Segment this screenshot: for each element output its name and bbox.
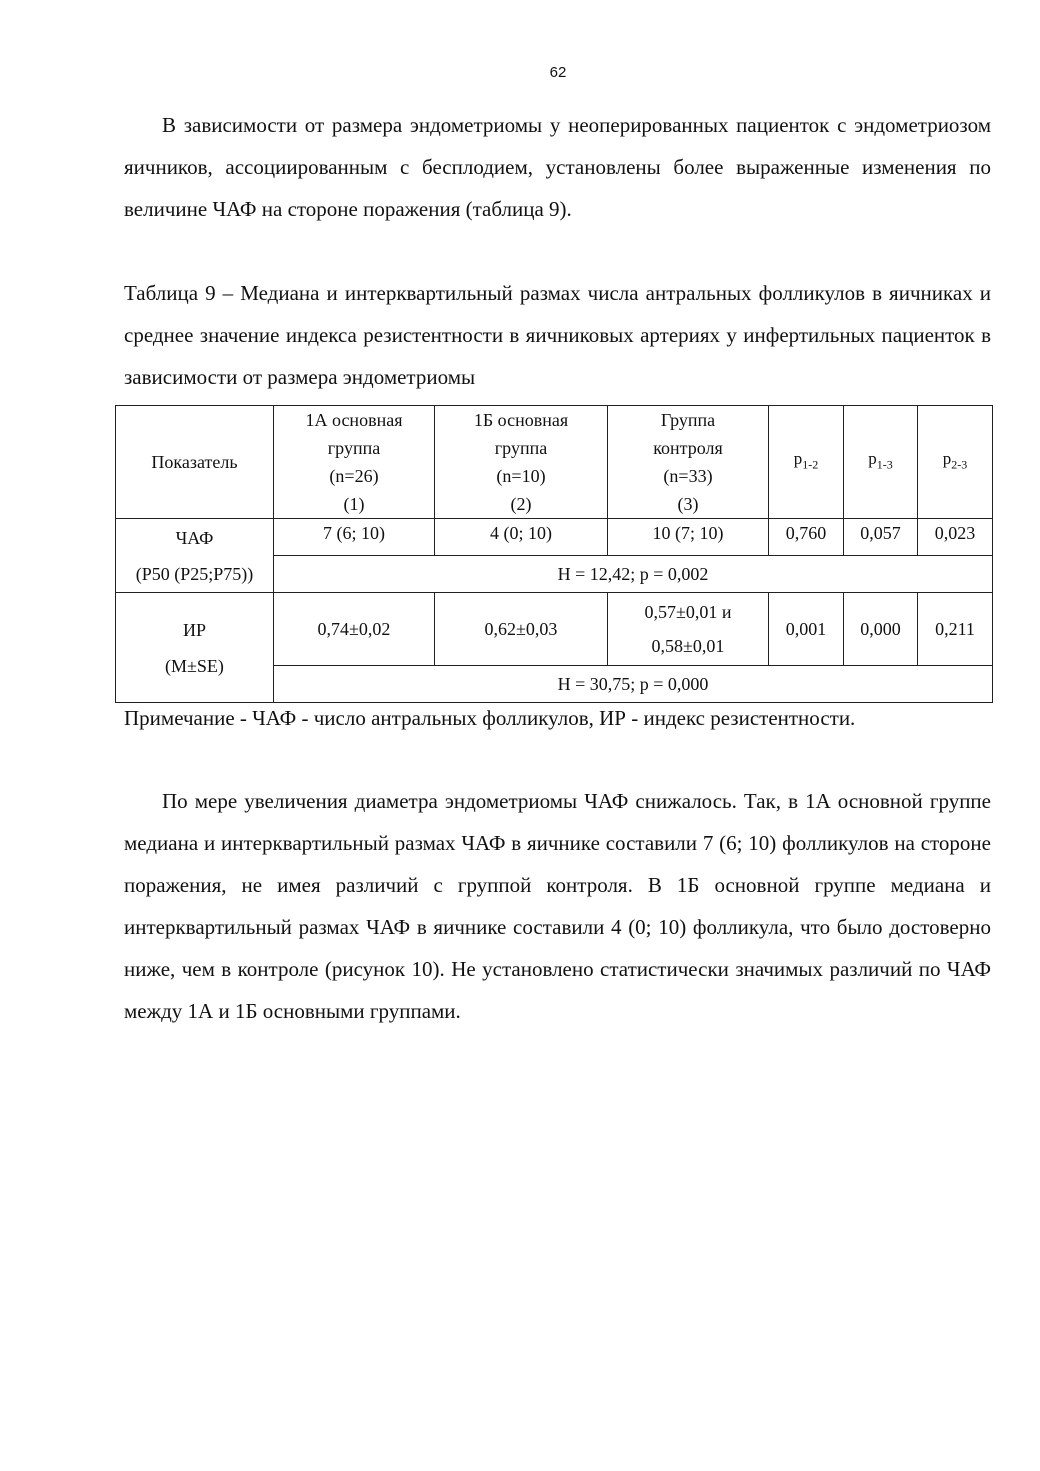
header-p13-sub: 1-3 — [876, 457, 893, 472]
cell-chaf-p12: 0,760 — [769, 519, 844, 556]
cell-ir-group-1a: 0,74±0,02 — [274, 593, 435, 666]
header-control-group — [608, 406, 769, 519]
table-note: Примечание - ЧАФ - число антральных фолликулов, ИР - индекс резистентности. — [124, 706, 856, 730]
cell-ir-control-line: 0,57±0,01 и — [644, 602, 732, 622]
header-control-line: Группа — [660, 410, 716, 430]
header-group-1a-line: (1) — [343, 494, 365, 514]
cell-chaf-p23: 0,023 — [918, 519, 993, 556]
body-paragraph: По мере увеличения диаметра эндометриомы ЧАФ снижалось. Так, в 1А основной группе медиана и интерквартильный размах ЧАФ в яичнике составили 7 (6; 10) фолликулов на стороне поражения, не имея различий с группой контроля. В 1Б основной группе медиана и интерквартильный размах ЧАФ в яичнике составили 4 (0; 10) фолликула, что было достоверно ниже, чем в контроле (рисунок 10). Не установлено статистически значимых различий по ЧАФ между 1А и 1Б основными группами. — [124, 789, 991, 1023]
cell-chaf-stat: H = 12,42; p = 0,002 — [274, 556, 993, 593]
intro-paragraph: В зависимости от размера эндометриомы у неоперированных пациенток с эндометриозом яичников, ассоциированным с бесплодием, установлены более выраженные изменения по величине ЧАФ на стороне поражения (таблица 9). — [124, 113, 991, 221]
cell-ir-p13: 0,000 — [844, 593, 918, 666]
header-p23-sub: 2-3 — [951, 457, 968, 472]
cell-chaf-p13: 0,057 — [844, 519, 918, 556]
cell-ir-p12: 0,001 — [769, 593, 844, 666]
header-group-1a-line: группа — [327, 438, 381, 458]
header-group-1a — [274, 406, 435, 519]
header-p13 — [844, 406, 918, 519]
header-group-1b — [435, 406, 608, 519]
cell-ir-p23: 0,211 — [918, 593, 993, 666]
header-p23 — [918, 406, 993, 519]
header-group-1b-line: группа — [494, 438, 548, 458]
row-label-chaf-name: ЧАФ — [175, 527, 214, 548]
row-label-ir — [116, 593, 274, 703]
cell-ir-stat: H = 30,75; p = 0,000 — [274, 666, 993, 703]
row-label-chaf — [116, 519, 274, 593]
row-label-chaf-unit: (P50 (P25;P75)) — [135, 563, 254, 584]
header-p12 — [769, 406, 844, 519]
row-label-ir-name: ИР — [182, 619, 206, 640]
header-p13-base: p — [868, 449, 877, 469]
header-group-1b-line: (n=10) — [496, 466, 546, 486]
data-table — [115, 405, 993, 703]
cell-ir-group-1b: 0,62±0,03 — [435, 593, 608, 666]
header-control-line: (3) — [677, 494, 699, 514]
cell-chaf-group-1a: 7 (6; 10) — [274, 519, 435, 556]
table-caption: Таблица 9 – Медиана и интерквартильный размах числа антральных фолликулов в яичниках и среднее значение индекса резистентности в яичниковых артериях у инфертильных пациенток в зависимости от размера эндометриомы — [124, 281, 991, 389]
header-control-line: контроля — [653, 438, 723, 458]
header-p12-sub: 1-2 — [802, 457, 819, 472]
cell-chaf-control: 10 (7; 10) — [608, 519, 769, 556]
page-number: 62 — [549, 64, 567, 81]
cell-ir-control-line: 0,58±0,01 — [651, 636, 725, 656]
header-p12-base: p — [793, 449, 803, 469]
header-group-1a-line: (n=26) — [329, 466, 379, 486]
header-p23-base: p — [942, 449, 952, 469]
row-label-ir-unit: (M±SE) — [165, 655, 224, 676]
table-row-ir-values — [116, 593, 993, 666]
header-control-line: (n=33) — [663, 466, 713, 486]
header-group-1b-line: 1Б основная — [473, 410, 569, 430]
header-group-1b-line: (2) — [510, 494, 532, 514]
cell-chaf-group-1b: 4 (0; 10) — [435, 519, 608, 556]
table-row-chaf-values — [116, 519, 993, 556]
table-header-row — [116, 406, 993, 519]
cell-ir-control — [608, 593, 769, 666]
header-group-1a-line: 1А основная — [305, 410, 403, 430]
header-indicator: Показатель — [116, 406, 274, 519]
